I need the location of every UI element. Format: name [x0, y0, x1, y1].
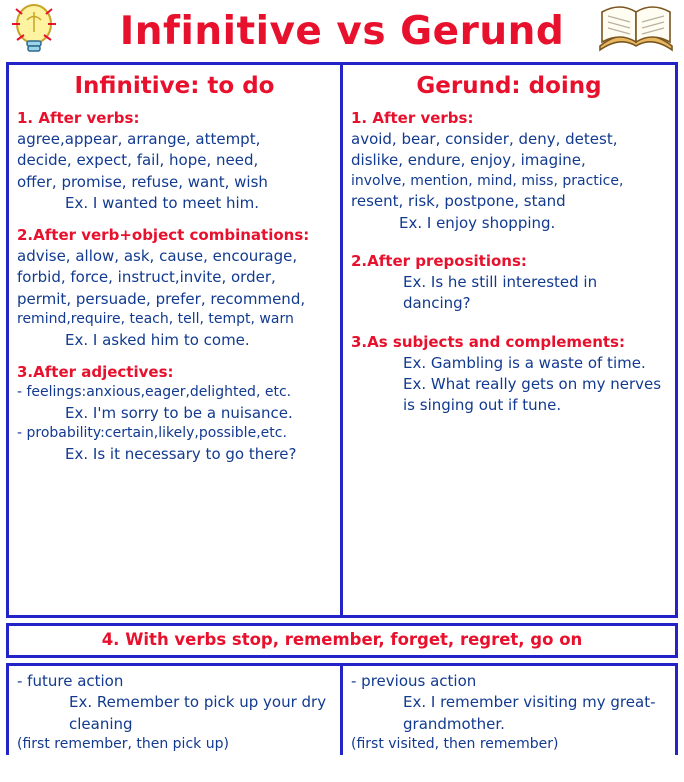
gerund-section-1-line: dislike, endure, enjoy, imagine, [351, 151, 586, 170]
infinitive-section-2-line: advise, allow, ask, cause, encourage, [17, 247, 298, 266]
gerund-section-3-example: Ex. What really gets on my nerves is singing out if tune. [403, 374, 662, 415]
gerund-column-header: Gerund: doing [416, 73, 602, 99]
gerund-section-1-example: Ex. I enjoy shopping. [399, 213, 556, 232]
bottom-gerund-cell [343, 666, 675, 755]
bottom-infinitive-cell [9, 666, 343, 755]
infinitive-section-2-line: remind,require, teach, tell, tempt, warn [17, 311, 294, 328]
gerund-section-2-example: Ex. Is he still interested in dancing? [403, 273, 598, 313]
open-book-icon [594, 0, 678, 58]
infinitive-section-3-line-2: - probability:certain,likely,possible,etc. [17, 425, 287, 442]
bottom-comparison [6, 663, 678, 755]
infinitive-section-3-line: - feelings:anxious,eager,delighted, etc. [17, 384, 292, 401]
infinitive-section-3-example-2: Ex. Is it necessary to go there? [65, 445, 297, 464]
lightbulb-icon [8, 2, 64, 58]
verbs-band [6, 623, 678, 658]
infinitive-section-1-example: Ex. I wanted to meet him. [65, 193, 260, 212]
infinitive-section-1-heading: 1. After verbs: [17, 109, 140, 127]
gerund-section-1-line: resent, risk, postpone, stand [351, 192, 566, 211]
gerund-column [343, 65, 675, 615]
infinitive-section-1-line: decide, expect, fail, hope, need, [17, 151, 259, 170]
infinitive-section-2-heading: 2.After verb+object combinations: [17, 226, 310, 245]
previous-action-example: Ex. I remember visiting my great-grandmother. [403, 693, 656, 733]
gerund-section-1-line: involve, mention, mind, miss, practice, [351, 172, 624, 189]
gerund-section-1-line: avoid, bear, consider, deny, detest, [351, 130, 618, 148]
infinitive-column [9, 65, 343, 615]
page-title: Infinitive vs Gerund [119, 8, 565, 54]
infinitive-section-1-line: offer, promise, refuse, want, wish [17, 172, 268, 191]
infinitive-section-2-line: forbid, force, instruct,invite, order, [17, 268, 276, 287]
gerund-section-3-example: Ex. Gambling is a waste of time. [403, 353, 646, 372]
infinitive-section-2-line: permit, persuade, prefer, recommend, [17, 289, 306, 308]
infinitive-section-1-line: agree,appear, arrange, attempt, [17, 130, 261, 148]
gerund-section-2-heading: 2.After prepositions: [351, 252, 527, 271]
infinitive-column-header: Infinitive: to do [74, 73, 275, 99]
previous-action-label: - previous action [351, 672, 477, 690]
gerund-section-1-heading: 1. After verbs: [351, 109, 474, 127]
verbs-band-text: 4. With verbs stop, remember, forget, regret, go on [101, 630, 583, 649]
gerund-section-3-heading: 3.As subjects and complements: [351, 332, 625, 351]
previous-action-note: (first visited, then remember) [351, 735, 559, 752]
infinitive-section-2-example: Ex. I asked him to come. [65, 330, 250, 349]
comparison-columns [6, 62, 678, 618]
future-action-note: (first remember, then pick up) [17, 735, 229, 752]
future-action-example: Ex. Remember to pick up your dry cleaning [69, 693, 327, 733]
infinitive-section-3-heading: 3.After adjectives: [17, 363, 174, 382]
future-action-label: - future action [17, 672, 124, 690]
infinitive-section-3-example: Ex. I'm sorry to be a nuisance. [65, 404, 293, 423]
page-title-bar [0, 0, 684, 62]
